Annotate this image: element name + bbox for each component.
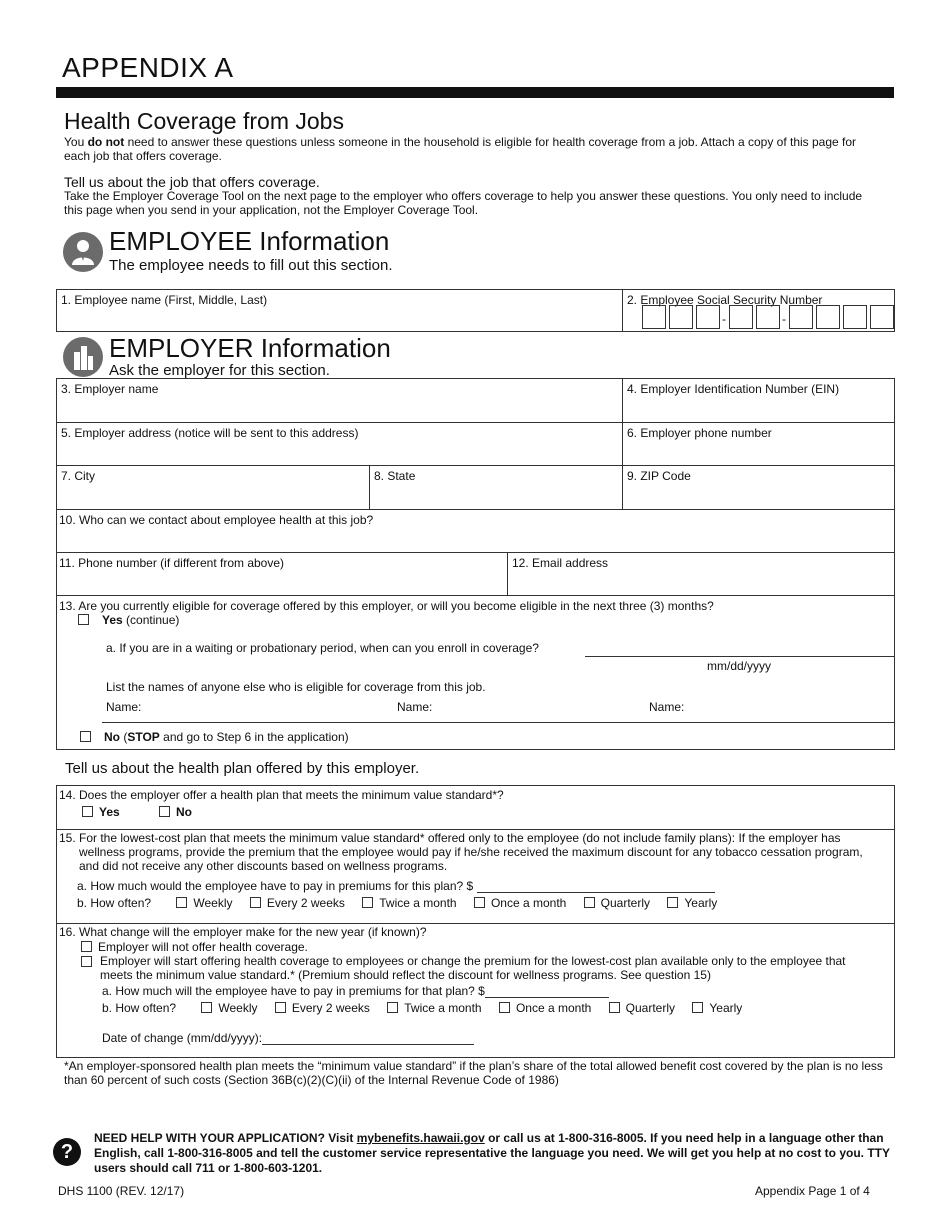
ssn-digit-box[interactable]	[756, 305, 780, 329]
q14-yes-option[interactable]: Yes	[82, 805, 120, 819]
q14-divider	[57, 829, 894, 830]
employee-section-heading: EMPLOYEE Information	[109, 226, 390, 256]
q16-every-2-weeks-option[interactable]: Every 2 weeks	[275, 1001, 370, 1015]
checkbox[interactable]	[201, 1002, 212, 1013]
q13-yes-checkbox[interactable]	[78, 614, 89, 625]
eligible-name-3[interactable]: Name:	[649, 700, 685, 714]
q16a-question: a. How much will the employee have to pay in premiums for that plan? $	[102, 983, 609, 998]
enroll-date-line[interactable]	[585, 656, 895, 657]
page-number: Appendix Page 1 of 4	[755, 1184, 870, 1198]
q15a-question: a. How much would the employee have to pay in premiums for this plan? $	[77, 878, 715, 893]
health-plan-heading: Tell us about the health plan offered by this employer.	[65, 760, 420, 777]
checkbox[interactable]	[609, 1002, 620, 1013]
ein-field[interactable]	[623, 379, 895, 423]
q15-once-a-month-option[interactable]: Once a month	[474, 896, 566, 910]
q16b-frequency	[102, 1001, 742, 1015]
q15-every-2-weeks-option[interactable]: Every 2 weeks	[250, 896, 345, 910]
ssn-digit-box[interactable]	[642, 305, 666, 329]
checkbox[interactable]	[499, 1002, 510, 1013]
employee-name-label: 1. Employee name (First, Middle, Last)	[61, 293, 268, 307]
employee-name-field[interactable]	[57, 290, 623, 332]
q13-question: 13. Are you currently eligible for coverage offered by this employer, or will you become eligible in the next three (3) months?	[59, 599, 714, 613]
checkbox[interactable]	[250, 897, 261, 908]
q16-option-no-coverage[interactable]: Employer will not offer health coverage.	[81, 940, 308, 954]
ssn-label: 2. Employee Social Security Number	[627, 293, 823, 307]
help-text: NEED HELP WITH YOUR APPLICATION? Visit mybenefits.hawaii.gov or call us at 1-800-316-8005. If you need help in a language other than English, call 1-800-316-8005 and tell the customer service representative the language you need. We will get you help at no cost to you. TTY users should call 711 or 1-800-603-1201.	[94, 1131, 890, 1175]
checkbox[interactable]	[667, 897, 678, 908]
q16-quarterly-option[interactable]: Quarterly	[609, 1001, 675, 1015]
q14-question: 14. Does the employer offer a health plan that meets the minimum value standard*?	[59, 788, 504, 802]
checkbox[interactable]	[387, 1002, 398, 1013]
q16-date-of-change: Date of change (mm/dd/yyyy):	[102, 1030, 474, 1045]
zip-field[interactable]	[623, 466, 895, 510]
contact-phone-field[interactable]	[57, 553, 508, 596]
checkbox[interactable]	[81, 956, 92, 967]
q15-twice-a-month-option[interactable]: Twice a month	[362, 896, 456, 910]
job-coverage-heading: Tell us about the job that offers coverage.	[64, 174, 320, 190]
q16-twice-a-month-option[interactable]: Twice a month	[387, 1001, 481, 1015]
q13-yes-option[interactable]: Yes (continue)	[78, 613, 179, 627]
contact-phone-label: 11. Phone number (if different from above)	[59, 556, 285, 570]
eligible-list-instructions: List the names of anyone else who is eligible for coverage from this job.	[106, 680, 486, 694]
q15-weekly-option[interactable]: Weekly	[176, 896, 232, 910]
ssn-digit-box[interactable]	[729, 305, 753, 329]
checkbox[interactable]	[81, 941, 92, 952]
page-title: Health Coverage from Jobs	[64, 108, 344, 134]
checkbox[interactable]	[584, 897, 595, 908]
q13a-question: a. If you are in a waiting or probationary period, when can you enroll in coverage?	[106, 641, 539, 655]
employee-section-subheading: The employee needs to fill out this section.	[109, 257, 393, 274]
ssn-digit-box[interactable]	[870, 305, 894, 329]
q16-option-change[interactable]	[81, 954, 881, 982]
building-icon	[63, 337, 103, 377]
q16-once-a-month-option[interactable]: Once a month	[499, 1001, 591, 1015]
ssn-digit-box[interactable]	[669, 305, 693, 329]
person-icon	[63, 232, 103, 272]
ssn-digit-box[interactable]	[843, 305, 867, 329]
zip-label: 9. ZIP Code	[627, 469, 691, 483]
q16-yearly-option[interactable]: Yearly	[692, 1001, 742, 1015]
q16-premium-input[interactable]	[485, 983, 609, 998]
q16b-label: b. How often?	[102, 1001, 177, 1015]
header-divider	[56, 87, 894, 98]
q15-question: 15. For the lowest-cost plan that meets the minimum value standard* offered only to the employee (do not include family plans): If the employer has wellness programs, provide the premium that the employee would pay if he/she received the maximum discount for any tobacco cessation program, and did not receive any other discounts based on wellness programs.	[59, 831, 863, 873]
appendix-title: APPENDIX A	[62, 52, 234, 83]
employee-table	[56, 289, 895, 332]
employer-address-label: 5. Employer address (notice will be sent to this address)	[61, 426, 359, 440]
q15b-label: b. How often?	[77, 896, 152, 910]
checkbox[interactable]	[474, 897, 485, 908]
employer-address-field[interactable]	[57, 423, 623, 466]
employer-section-subheading: Ask the employer for this section.	[109, 362, 330, 379]
intro-paragraph: You do not need to answer these questions unless someone in the household is eligible for health coverage from a job. Attach a copy of this page for each job that offers coverage.	[64, 135, 857, 163]
date-of-change-input[interactable]	[262, 1030, 474, 1045]
checkbox[interactable]	[692, 1002, 703, 1013]
q13-no-option[interactable]: No (STOP and go to Step 6 in the application)	[80, 730, 349, 744]
q15-quarterly-option[interactable]: Quarterly	[584, 896, 650, 910]
q14-no-option[interactable]: No	[159, 805, 192, 819]
checkbox[interactable]	[362, 897, 373, 908]
q13-divider	[102, 722, 895, 723]
contact-person-label: 10. Who can we contact about employee health at this job?	[59, 513, 374, 527]
ssn-digit-box[interactable]	[789, 305, 813, 329]
q14-yes-checkbox[interactable]	[82, 806, 93, 817]
city-field[interactable]	[57, 466, 370, 510]
email-label: 12. Email address	[512, 556, 609, 570]
ssn-digit-box[interactable]	[816, 305, 840, 329]
health-plan-table	[56, 785, 895, 1058]
ssn-dash: -	[782, 312, 786, 326]
date-format-hint: mm/dd/yyyy	[707, 659, 772, 673]
q15-divider	[57, 923, 894, 924]
q15b-frequency	[77, 896, 717, 910]
q15-yearly-option[interactable]: Yearly	[667, 896, 717, 910]
website-link[interactable]: mybenefits.hawaii.gov	[356, 1131, 485, 1145]
state-label: 8. State	[374, 469, 416, 483]
checkbox[interactable]	[275, 1002, 286, 1013]
q16-weekly-option[interactable]: Weekly	[201, 1001, 257, 1015]
employer-name-field[interactable]	[57, 379, 623, 423]
state-field[interactable]	[370, 466, 623, 510]
q14-no-checkbox[interactable]	[159, 806, 170, 817]
employer-table	[56, 378, 895, 750]
ein-label: 4. Employer Identification Number (EIN)	[627, 382, 840, 396]
help-icon: ?	[53, 1138, 81, 1166]
q13-no-checkbox[interactable]	[80, 731, 91, 742]
eligible-name-1[interactable]: Name:	[106, 700, 142, 714]
employer-phone-label: 6. Employer phone number	[627, 426, 772, 440]
minimum-value-footnote: *An employer-sponsored health plan meets the “minimum value standard” if the plan’s share of the total allowed benefit cost covered by the plan is no less than 60 percent of such costs (Section 36B(c)(2)(C)(ii) of the Internal Revenue Code of 1986)	[64, 1059, 883, 1087]
q16-option-change-text: Employer will start offering health coverage to employees or change the premium for the lowest-cost plan available only to the employee that meets the minimum value standard.* (Premium should reflect the discount for wellness programs. See question 15)	[100, 954, 846, 982]
form-id: DHS 1100 (REV. 12/17)	[58, 1184, 185, 1198]
ssn-dash: -	[722, 312, 726, 326]
q16-question: 16. What change will the employer make for the new year (if known)?	[59, 925, 427, 939]
employer-name-label: 3. Employer name	[61, 382, 159, 396]
employer-section-heading: EMPLOYER Information	[109, 333, 391, 363]
contact-person-field[interactable]	[57, 510, 895, 553]
q15-premium-input[interactable]	[477, 878, 715, 893]
ssn-digit-box[interactable]	[696, 305, 720, 329]
city-label: 7. City	[61, 469, 96, 483]
employer-phone-field[interactable]	[623, 423, 895, 466]
eligible-name-2[interactable]: Name:	[397, 700, 433, 714]
checkbox[interactable]	[176, 897, 187, 908]
email-field[interactable]	[508, 553, 895, 596]
job-coverage-instructions: Take the Employer Coverage Tool on the next page to the employer who offers coverage to help you answer these questions. You only need to include this page when you send in your application, not the Employer Coverage Tool.	[64, 189, 863, 217]
ssn-field	[623, 290, 895, 332]
